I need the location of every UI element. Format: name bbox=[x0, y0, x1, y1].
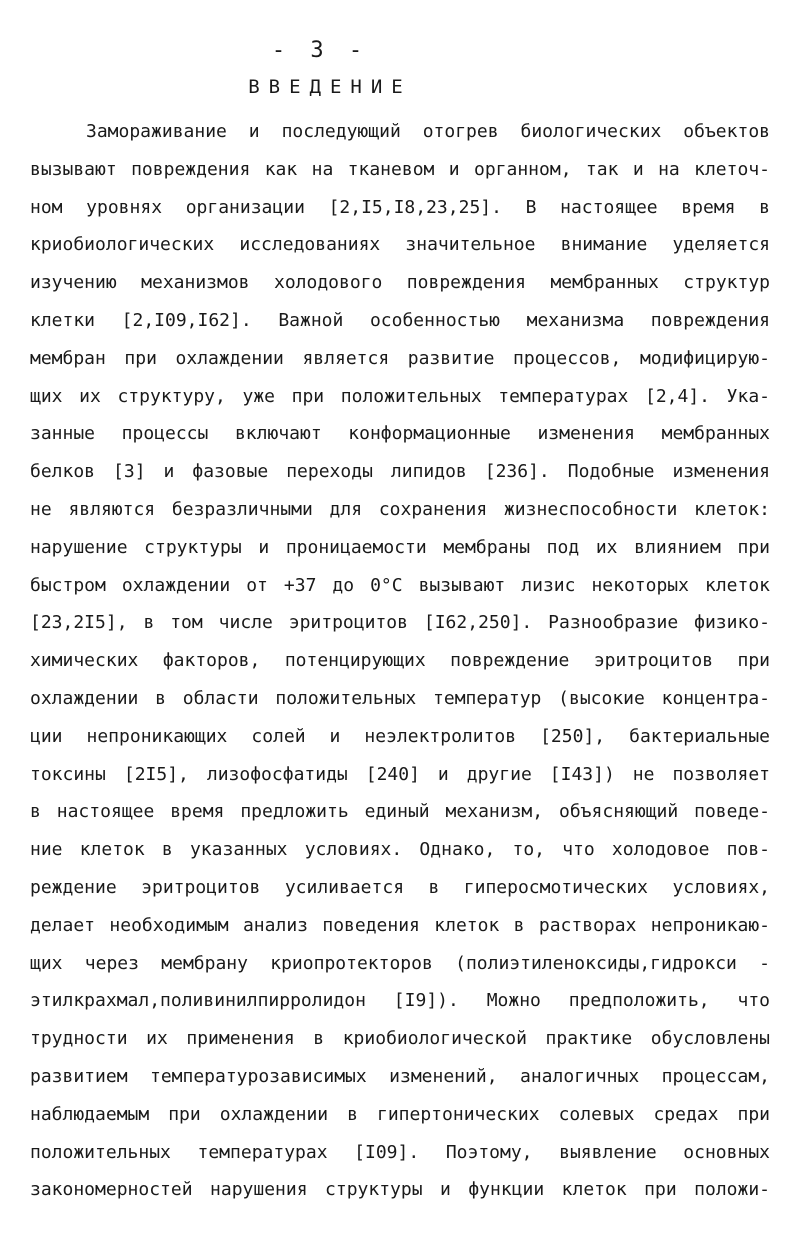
text-line: реждение эритроцитов усиливается в гиперосмотических условиях, bbox=[30, 877, 770, 898]
text-line: нарушение структуры и проницаемости мембраны под их влиянием при bbox=[30, 536, 770, 558]
text-line: этилкрахмал,поливинилпирролидон [I9]). Можно предположить, что bbox=[30, 990, 770, 1012]
text-line: криобиологических исследованиях значительное внимание уделяется bbox=[30, 234, 770, 256]
text-line: клетки [2,I09,I62]. Важной особенностью механизма повреждения bbox=[30, 310, 770, 331]
text-line: вызывают повреждения как на тканевом и органном, так и на клеточ- bbox=[30, 158, 770, 180]
text-line: [23,2I5], в том числе эритроцитов [I62,250]. Разнообразие физико- bbox=[30, 612, 770, 634]
text-line: трудности их применения в криобиологической практике обусловлены bbox=[30, 1028, 770, 1050]
text-line: закономерностей нарушения структуры и функции клеток при положи- bbox=[30, 1179, 770, 1201]
text-line: занные процессы включают конформационные изменения мембранных bbox=[30, 423, 770, 445]
page-number: - 3 - bbox=[271, 38, 369, 63]
text-line: в настоящее время предложить единый механизм, объясняющий поведе- bbox=[30, 801, 770, 823]
text-line: развитием температурозависимых изменений, аналогичных процессам, bbox=[30, 1066, 770, 1087]
text-line: Замораживание и последующий отогрев биологических объектов bbox=[86, 121, 770, 142]
text-line: охлаждении в области положительных температур (высокие концентра- bbox=[30, 688, 770, 709]
text-line: щих через мембрану криопротекторов (полиэтиленоксиды,гидрокси - bbox=[30, 952, 770, 974]
text-line: ние клеток в указанных условиях. Однако, то, что холодовое пов- bbox=[30, 839, 770, 861]
text-line: изучению механизмов холодового повреждения мембранных структур bbox=[30, 272, 770, 294]
text-line: ном уровнях организации [2,I5,I8,23,25]. В настоящее время в bbox=[30, 196, 770, 218]
text-line: белков [3] и фазовые переходы липидов [236]. Подобные изменения bbox=[30, 461, 770, 483]
text-line: мембран при охлаждении является развитие процессов, модифицирую- bbox=[30, 347, 770, 369]
text-line: токсины [2I5], лизофосфатиды [240] и другие [I43]) не позволяет bbox=[30, 763, 770, 785]
section-heading: ВВЕДЕНИЕ bbox=[248, 76, 412, 98]
text-line: не являются безразличными для сохранения жизнеспособности клеток: bbox=[30, 499, 770, 520]
text-line: быстром охлаждении от +37 до 0°С вызывают лизис некоторых клеток bbox=[30, 574, 770, 596]
text-line: химических факторов, потенцирующих повреждение эритроцитов при bbox=[30, 650, 770, 672]
text-line: положительных температурах [I09]. Поэтому, выявление основных bbox=[30, 1141, 770, 1163]
text-line: ции непроникающих солей и неэлектролитов [250], бактериальные bbox=[30, 725, 770, 747]
text-line: делает необходимым анализ поведения клеток в растворах непроникаю- bbox=[30, 914, 770, 936]
text-line: щих их структуру, уже при положительных температурах [2,4]. Ука- bbox=[30, 385, 770, 407]
text-line: наблюдаемым при охлаждении в гипертонических солевых средах при bbox=[30, 1103, 770, 1125]
